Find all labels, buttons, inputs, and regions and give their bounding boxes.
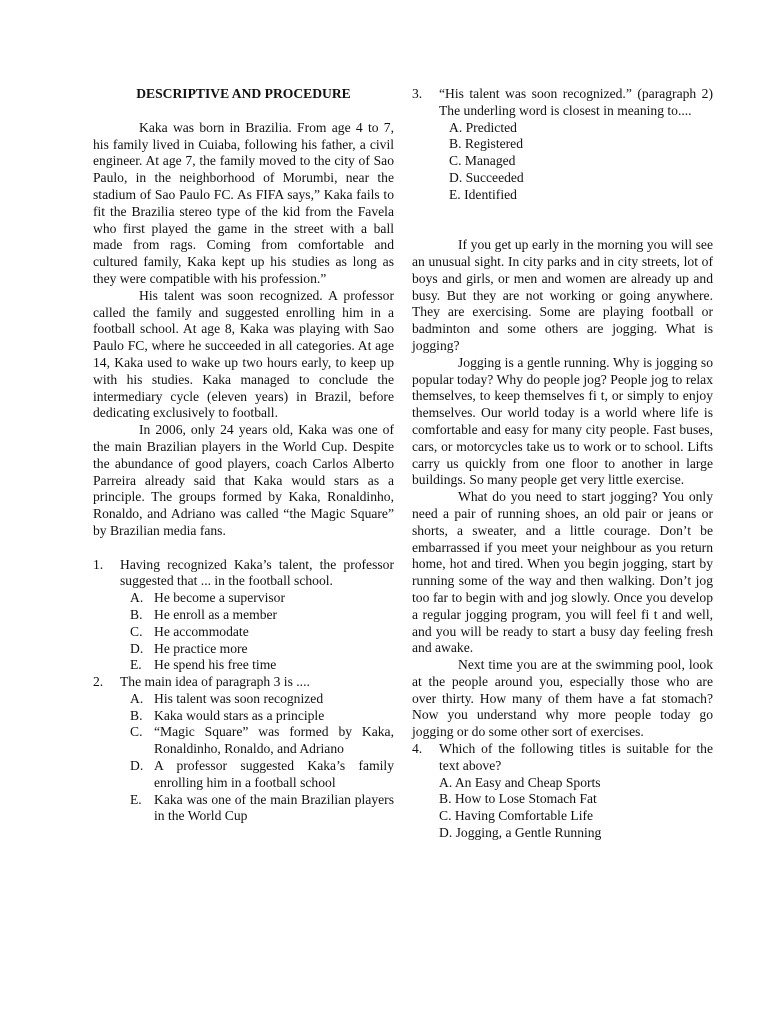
question-1 bbox=[93, 557, 394, 675]
option-letter: B. bbox=[130, 707, 143, 723]
option-letter: C. bbox=[130, 623, 143, 639]
option-text: He practice more bbox=[154, 640, 248, 656]
answer-option[interactable] bbox=[130, 607, 394, 624]
option-text: A professor suggested Kaka’s family enrolling him in a football school bbox=[154, 758, 394, 790]
question-stem: The main idea of paragraph 3 is .... bbox=[120, 674, 310, 690]
option-letter: A. bbox=[130, 690, 144, 706]
answer-option[interactable]: A. An Easy and Cheap Sports bbox=[439, 774, 601, 790]
jogging-paragraph-2: Jogging is a gentle running. Why is jogging so popular today? Why do people jog? People jog to relax themselves, to keep themselves fi t, or simply to enjoy themselves. Our world today is a world where life is comfortable and easy for many city people. Fast buses, cars, or motorcycles take us to work or to school. Lifts carry us quickly from one floor to another in large buildings. So many people get very little exercise. bbox=[412, 354, 713, 488]
answer-option[interactable] bbox=[130, 708, 394, 725]
option-letter: C. bbox=[130, 724, 143, 740]
answer-option[interactable]: D. Jogging, a Gentle Running bbox=[439, 825, 602, 841]
option-letter: D. bbox=[130, 758, 144, 774]
answer-options bbox=[130, 590, 394, 674]
option-letter: E. bbox=[130, 657, 142, 673]
question-number: 1. bbox=[93, 556, 104, 572]
question-stem: Which of the following titles is suitable for the text above? bbox=[439, 741, 713, 773]
answer-option[interactable] bbox=[130, 792, 394, 826]
answer-option[interactable] bbox=[130, 657, 394, 674]
answer-options bbox=[130, 691, 394, 825]
question-number: 3. bbox=[412, 86, 423, 101]
jogging-paragraph-1: If you get up early in the morning you will see an unusual sight. In city parks and in city streets, lot of boys and girls, or men and women are already up and busy. But they are not working or going anywhere. They are exercising. Some are playing football or badminton and some others are jogging. What is jogging? bbox=[412, 237, 713, 353]
answer-option[interactable]: D. Succeeded bbox=[449, 169, 524, 185]
option-text: Kaka was one of the main Brazilian players in the World Cup bbox=[154, 791, 394, 824]
answer-options bbox=[439, 775, 713, 842]
option-text: He spend his free time bbox=[154, 657, 277, 673]
answer-option[interactable]: C. Having Comfortable Life bbox=[439, 808, 594, 824]
option-text: He become a supervisor bbox=[154, 590, 285, 606]
option-letter: A. bbox=[130, 590, 144, 606]
answer-option[interactable] bbox=[130, 724, 394, 758]
answer-options bbox=[449, 120, 713, 204]
answer-option[interactable]: A. Predicted bbox=[449, 119, 517, 135]
kaka-paragraph-3: In 2006, only 24 years old, Kaka was one of the main Brazilian players in the World Cup. Despite the abundance of good players, coach Carlos Alberto Parreira already said that Kaka would stars as a principle. The groups formed by Kaka, Ronaldinho, Ronaldo, and Adriano was called “the Magic Square” by Brazilian media fans. bbox=[93, 422, 394, 538]
option-text: Kaka would stars as a principle bbox=[154, 707, 325, 723]
right-column bbox=[412, 86, 713, 842]
kaka-paragraph-2: His talent was soon recognized. A professor called the family and suggested enrolling him in a football school. At age 8, Kaka was playing with Sao Paulo FC, where he succeeded in all categories. At age 14, Kaka used to wake up two hours early, to keep up with his studies. Kaka managed to conclude the intermediary cycle (eleven years) in Brazil, before dedicating exclusively to football. bbox=[93, 287, 394, 421]
option-letter: B. bbox=[130, 606, 143, 622]
answer-option[interactable] bbox=[130, 758, 394, 792]
question-3 bbox=[412, 86, 713, 204]
jogging-paragraph-3: What do you need to start jogging? You only need a pair of running shoes, an old pair or jeans or shorts, a sweater, and a little courage. Don’t be embarrassed if you meet your neighbour as you return home, hot and tired. When you begin jogging, start by running some of the way and then walking. Don’t jog too far to begin with and jog slowly. Once you develop a regular jogging program, you will feel fi t and well, and you will be ready to start a busy day feeling fresh and awake. bbox=[412, 489, 713, 656]
kaka-paragraph-1: Kaka was born in Brazilia. From age 4 to 7, his family lived in Cuiaba, following his father, a civil engineer. At age 7, the family moved to the city of Sao Paulo, in the neighborhood of Morumbi, near the stadium of Sao Paulo FC. As FIFA says,” Kaka fails to fit the Brazilia stereo type of the kid from the Favela who first played the game in the street with a ball made from rags. Coming from comfortable and cultured family, Kaka kept up his studies as long as they were compatible with his profession.” bbox=[93, 119, 394, 286]
answer-option[interactable]: B. Registered bbox=[449, 136, 523, 152]
answer-option[interactable] bbox=[130, 624, 394, 641]
answer-option[interactable]: C. Managed bbox=[449, 153, 516, 169]
question-2 bbox=[93, 674, 394, 825]
option-text: He accommodate bbox=[154, 623, 249, 639]
question-4 bbox=[412, 741, 713, 842]
question-number: 4. bbox=[412, 741, 423, 757]
page-title: DESCRIPTIVE AND PROCEDURE bbox=[136, 86, 351, 101]
option-text: “Magic Square” was formed by Kaka, Ronaldinho, Ronaldo, and Adriano bbox=[154, 724, 394, 757]
left-column bbox=[93, 86, 394, 825]
question-stem: Having recognized Kaka’s talent, the professor suggested that ... in the football school. bbox=[120, 556, 394, 589]
question-stem: “His talent was soon recognized.” (paragraph 2) The underling word is closest in meaning to.... bbox=[439, 86, 713, 118]
answer-option[interactable]: E. Identified bbox=[449, 186, 517, 202]
answer-option[interactable] bbox=[130, 641, 394, 658]
option-letter: E. bbox=[130, 791, 142, 807]
jogging-paragraph-4: Next time you are at the swimming pool, look at the people around you, especially those who are over thirty. How many of them have a fat stomach? Now you understand why more people today go jogging or do some other sort of exercises. bbox=[412, 657, 713, 740]
answer-option[interactable]: B. How to Lose Stomach Fat bbox=[439, 791, 597, 807]
question-number: 2. bbox=[93, 674, 104, 690]
option-text: He enroll as a member bbox=[154, 606, 278, 622]
answer-option[interactable] bbox=[130, 691, 394, 708]
option-text: His talent was soon recognized bbox=[154, 690, 324, 706]
answer-option[interactable] bbox=[130, 590, 394, 607]
option-letter: D. bbox=[130, 640, 144, 656]
